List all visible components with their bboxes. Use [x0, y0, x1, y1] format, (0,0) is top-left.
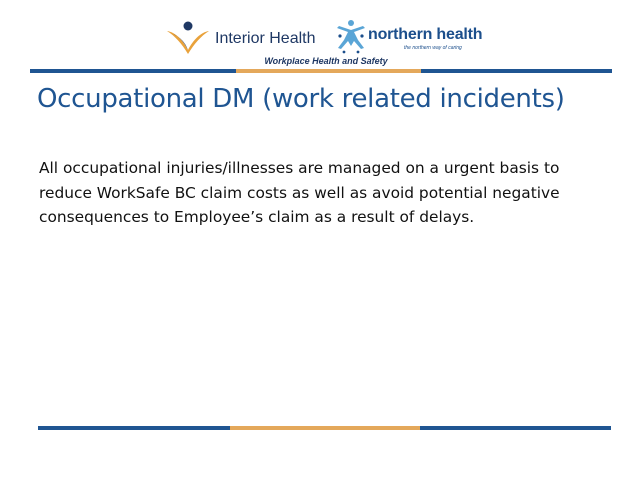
top-divider-gold [236, 69, 421, 73]
northern-health-logo [334, 18, 484, 60]
northern-health-figure-icon [334, 18, 368, 56]
interior-health-swoosh-icon [165, 20, 211, 56]
bottom-divider-gold [230, 426, 420, 430]
bottom-divider-blue-right [420, 426, 611, 430]
department-subheader: Workplace Health and Safety [264, 56, 388, 66]
slide-body-text: All occupational injuries/illnesses are managed on a urgent basis to reduce WorkSafe BC claim costs as well as avoid potential negative consequences to Employee’s claim as a result of delays. [39, 159, 560, 226]
top-divider-blue-right [421, 69, 612, 73]
bottom-divider-blue-left [38, 426, 230, 430]
top-divider-blue-left [30, 69, 236, 73]
slide-title: Occupational DM (work related incidents) [37, 84, 565, 114]
interior-health-logo [165, 18, 335, 58]
northern-health-wordmark: northern health [368, 26, 483, 43]
interior-health-wordmark: Interior Health [215, 30, 316, 47]
northern-health-tagline: the northern way of caring [404, 45, 462, 51]
